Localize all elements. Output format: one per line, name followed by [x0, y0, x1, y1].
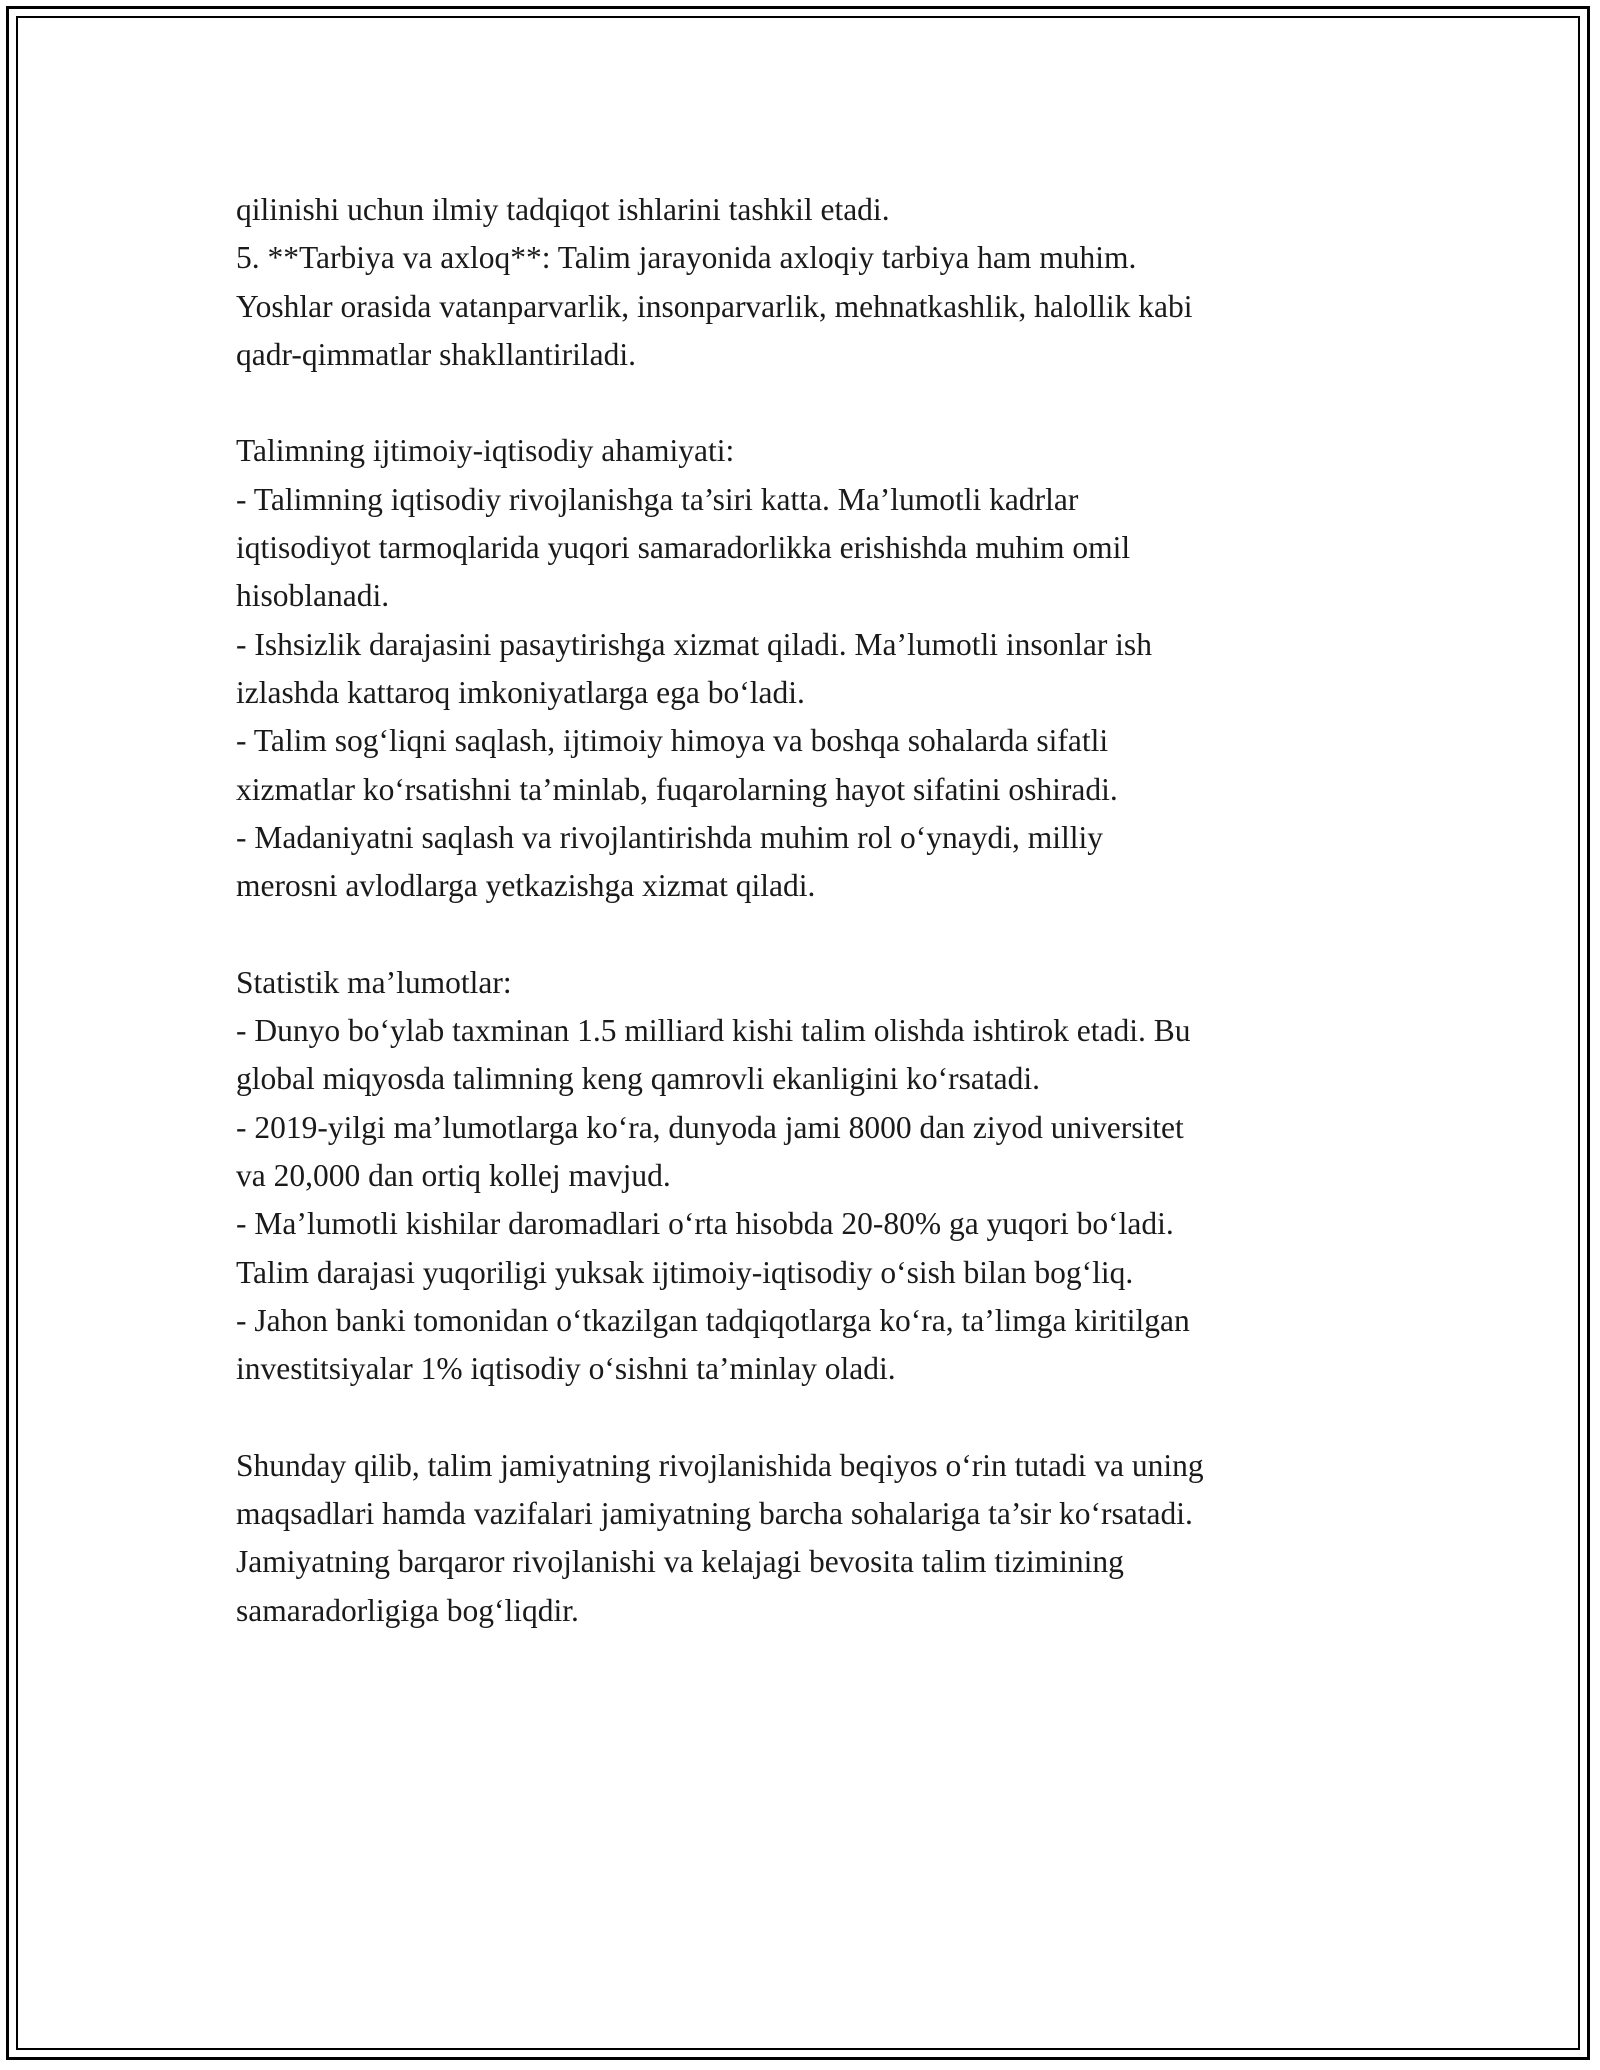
conclusion-paragraph: [236, 1442, 1386, 1635]
text-line: - Ishsizlik darajasini pasaytirishga xizmat qiladi. Ma’lumotli insonlar ish: [236, 626, 1152, 662]
text-line: merosni avlodlarga yetkazishga xizmat qiladi.: [236, 868, 816, 904]
section-heading: Statistik ma’lumotlar:: [236, 964, 512, 1000]
text-line: Jamiyatning barqaror rivojlanishi va kelajagi bevosita talim tizimining: [236, 1544, 1124, 1580]
text-line: iqtisodiyot tarmoqlarida yuqori samaradorlikka erishishda muhim omil: [236, 530, 1131, 566]
social-economic-section: [236, 427, 1386, 910]
section-heading: Talimning ijtimoiy-iqtisodiy ahamiyati:: [236, 433, 735, 469]
text-line: Yoshlar orasida vatanparvarlik, insonparvarlik, mehnatkashlik, halollik kabi: [236, 288, 1193, 324]
text-line: izlashda kattaroq imkoniyatlarga ega bo‘ladi.: [236, 674, 805, 710]
text-line: - 2019-yilgi ma’lumotlarga ko‘ra, dunyoda jami 8000 dan ziyod universitet: [236, 1109, 1184, 1145]
text-line: - Dunyo bo‘ylab taxminan 1.5 milliard kishi talim olishda ishtirok etadi. Bu: [236, 1013, 1191, 1049]
text-line: samaradorligiga bog‘liqdir.: [236, 1592, 579, 1628]
text-line: qadr-qimmatlar shakllantiriladi.: [236, 336, 636, 372]
text-line: hisoblanadi.: [236, 578, 390, 614]
text-line: qilinishi uchun ilmiy tadqiqot ishlarini tashkil etadi.: [236, 192, 890, 227]
text-line: Shunday qilib, talim jamiyatning rivojlanishida beqiyos o‘rin tutadi va uning: [236, 1447, 1204, 1483]
text-line: - Jahon banki tomonidan o‘tkazilgan tadqiqotlarga ko‘ra, ta’limga kiritilgan: [236, 1302, 1190, 1338]
paragraph-gap: [236, 910, 1386, 958]
text-line: 5. **Tarbiya va axloq**: Talim jarayonida axloqiy tarbiya ham muhim.: [236, 240, 1137, 276]
text-line: global miqyosda talimning keng qamrovli ekanligini ko‘rsatadi.: [236, 1061, 1040, 1097]
intro-paragraph: [236, 186, 1386, 379]
statistics-section: [236, 959, 1386, 1394]
text-line: - Madaniyatni saqlash va rivojlantirishda muhim rol o‘ynaydi, milliy: [236, 819, 1103, 855]
text-line: va 20,000 dan ortiq kollej mavjud.: [236, 1157, 671, 1193]
paragraph-gap: [236, 379, 1386, 427]
text-line: - Ma’lumotli kishilar daromadlari o‘rta hisobda 20-80% ga yuqori bo‘ladi.: [236, 1206, 1174, 1242]
text-line: investitsiyalar 1% iqtisodiy o‘sishni ta’minlay oladi.: [236, 1351, 896, 1387]
text-line: Talim darajasi yuqoriligi yuksak ijtimoiy-iqtisodiy o‘sish bilan bog‘liq.: [236, 1254, 1134, 1290]
text-line: - Talimning iqtisodiy rivojlanishga ta’siri katta. Ma’lumotli kadrlar: [236, 481, 1079, 517]
text-line: maqsadlari hamda vazifalari jamiyatning barcha sohalariga ta’sir ko‘rsatadi.: [236, 1496, 1193, 1532]
paragraph-gap: [236, 1393, 1386, 1441]
text-line: - Talim sog‘liqni saqlash, ijtimoiy himoya va boshqa sohalarda sifatli: [236, 723, 1109, 759]
text-line: xizmatlar ko‘rsatishni ta’minlab, fuqarolarning hayot sifatini oshiradi.: [236, 771, 1118, 807]
document-body: [236, 186, 1386, 1635]
